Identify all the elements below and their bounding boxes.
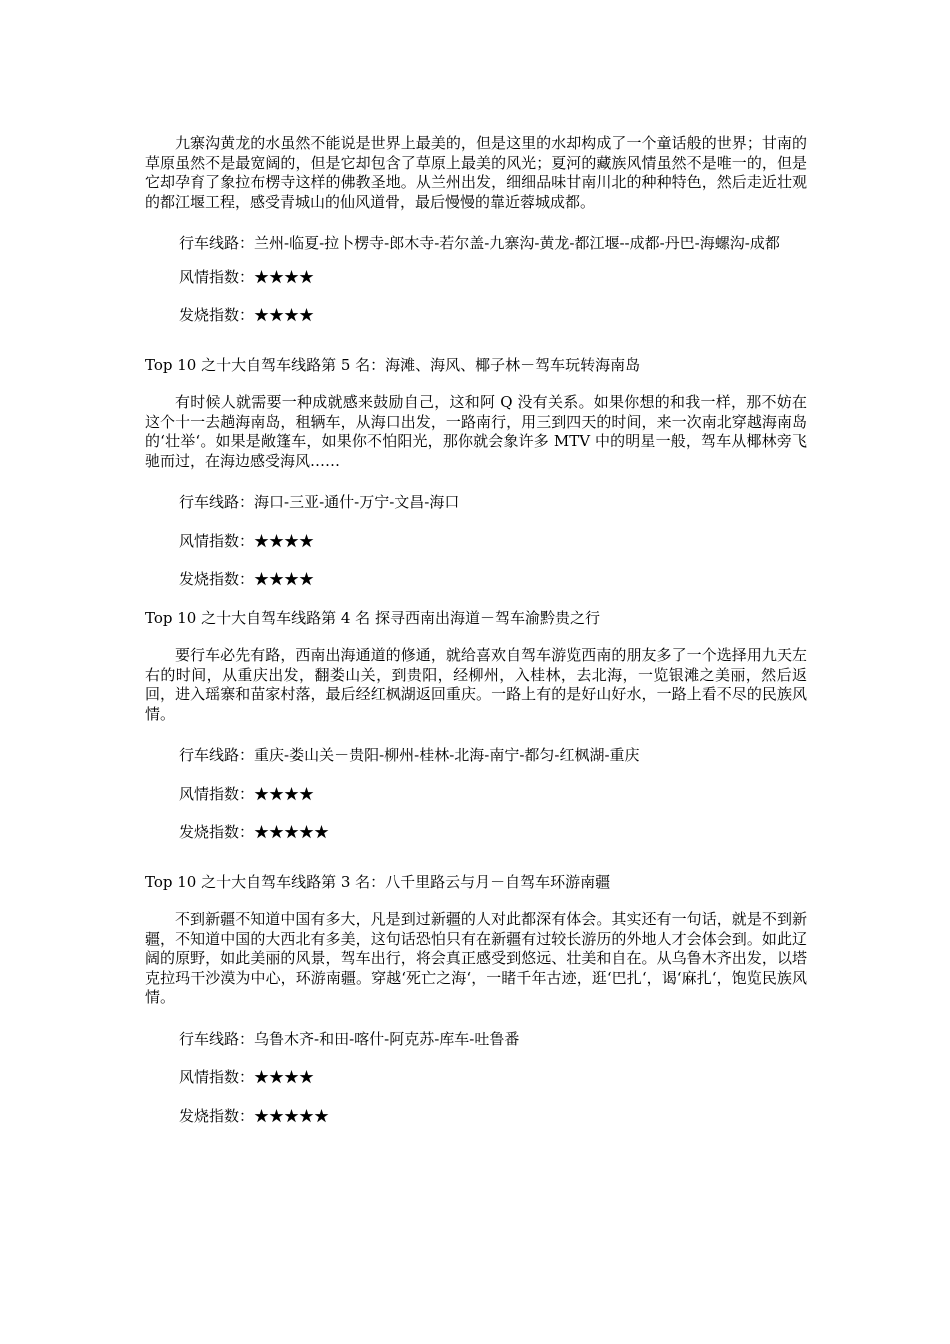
- scenery-label: 风情指数：: [179, 267, 255, 286]
- section4-paragraph: 要行车必先有路，西南出海通道的修通，就给喜欢自驾车游览西南的朋友多了一个选择用九天左右的时间，从重庆出发，翻娄山关，到贵阳，经柳州，入桂林，去北海，一览银滩之美丽，然后返回，进入瑶寨和苗家村落，最后经红枫湖返回重庆。一路上有的是好山好水，一路上看不尽的民族风情。: [145, 646, 807, 723]
- section4-route: 行车线路：重庆-娄山关－贵阳-柳州-桂林-北海-南宁-都匀-红枫湖-重庆: [179, 746, 640, 764]
- fever-stars: ★★★★★: [254, 823, 330, 841]
- section4-scenery-index: [145, 785, 807, 805]
- document-page: [145, 134, 807, 1126]
- section5-route: 行车线路：海口-三亚-通什-万宁-文昌-海口: [179, 493, 460, 511]
- fever-label: 发烧指数：: [179, 1106, 255, 1125]
- intro-scenery-index: [145, 268, 807, 288]
- fever-label: 发烧指数：: [179, 306, 255, 324]
- section5-fever-index: [145, 570, 807, 590]
- intro-fever-index: [145, 306, 807, 326]
- scenery-stars: ★★★★: [254, 784, 315, 803]
- intro-paragraph: 九寨沟黄龙的水虽然不能说是世界上最美的，但是这里的水却构成了一个童话般的世界；甘南的草原虽然不是最宽阔的，但是它却包含了草原上最美的风光；夏河的藏族风情虽然不是唯一的，但是它却孕育了象拉布楞寺这样的佛教圣地。从兰州出发，细细品味甘南川北的种种特色，然后走近壮观的都江堰工程，感受青城山的仙风道骨，最后慢慢的靠近蓉城成都。: [145, 134, 807, 211]
- section3-fever-index: [145, 1107, 807, 1127]
- section5-scenery-index: [145, 532, 807, 552]
- section4-fever-index: [145, 823, 807, 843]
- fever-stars: ★★★★: [254, 570, 315, 588]
- section3-route: 行车线路：乌鲁木齐-和田-喀什-阿克苏-库车-吐鲁番: [179, 1029, 520, 1048]
- scenery-label: 风情指数：: [179, 1068, 255, 1086]
- scenery-label: 风情指数：: [179, 531, 255, 550]
- section5-heading: Top 10 之十大自驾车线路第 5 名：海滩、海风、椰子林－驾车玩转海南岛: [145, 355, 641, 374]
- section3-scenery-index: [145, 1068, 807, 1088]
- section4-heading: Top 10 之十大自驾车线路第 4 名 探寻西南出海道－驾车渝黔贵之行: [145, 608, 600, 627]
- scenery-label: 风情指数：: [179, 784, 255, 803]
- fever-label: 发烧指数：: [179, 570, 255, 588]
- scenery-stars: ★★★★: [254, 267, 315, 286]
- fever-label: 发烧指数：: [179, 823, 255, 841]
- fever-stars: ★★★★★: [254, 1106, 330, 1125]
- section3-paragraph: 不到新疆不知道中国有多大，凡是到过新疆的人对此都深有体会。其实还有一句话，就是不到新疆，不知道中国的大西北有多美，这句话恐怕只有在新疆有过较长游历的外地人才会体会到。如此辽阔的原野，如此美丽的风景，驾车出行，将会真正感受到悠远、壮美和自在。从乌鲁木齐出发，以塔克拉玛干沙漠为中心，环游南疆。穿越‘死亡之海‘，一睹千年古迹，逛‘巴扎‘，谒‘麻扎‘，饱览民族风情。: [145, 910, 807, 1006]
- section5-paragraph: 有时候人就需要一种成就感来鼓励自己，这和阿 Q 没有关系。如果你想的和我一样，那不妨在这个十一去趟海南岛，租辆车，从海口出发，一路南行，用三到四天的时间，来一次南北穿越海南岛的‘壮举‘。如果是敞篷车，如果你不怕阳光，那你就会象许多 MTV 中的明星一般，驾车从椰林旁飞驰而过，在海边感受海风……: [145, 393, 807, 470]
- scenery-stars: ★★★★: [254, 1068, 315, 1086]
- scenery-stars: ★★★★: [254, 531, 315, 550]
- intro-route: 行车线路：兰州-临夏-拉卜楞寺-郎木寺-若尔盖-九寨沟-黄龙-都江堰--成都-丹巴-海螺沟-成都: [179, 234, 780, 252]
- fever-stars: ★★★★: [254, 306, 315, 324]
- section3-heading: Top 10 之十大自驾车线路第 3 名：八千里路云与月－自驾车环游南疆: [145, 872, 611, 891]
